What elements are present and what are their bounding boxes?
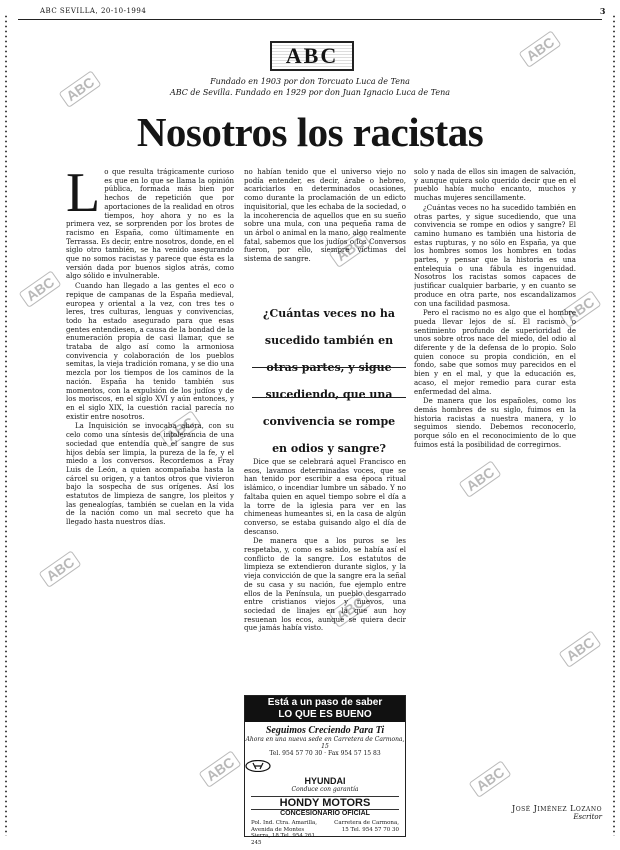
watermark: ABC — [158, 410, 201, 448]
watermark: ABC — [518, 30, 561, 68]
watermark: ABC — [468, 760, 511, 798]
watermark: ABC — [328, 230, 371, 268]
advertisement[interactable] — [244, 695, 406, 846]
paragraph: La Inquisición se invocaba ahora, con su celo como una síntesis de intolerancia de una sociedad que entendía que el sangre de sus hijos debía ser limpia, la pureza de la fe, y el miedo a los conversos. Recordemos a Fray Luis de León, a quien acompañaba hasta la cárcel su origen, y a tantos otros que vivieron bajo la sospecha de sus orígenes. Así los estatutos de limpieza de sangre, los pleitos y las genealogías, también se cuelan en la vida de la nación como un mal secreto que ha llegado hasta nuestros días. — [66, 422, 234, 527]
running-head-bar — [14, 6, 606, 18]
pull-quote: ¿Cuántas veces no ha sucedido también en otras partes, y sigue sucediendo, que una convivencia se rompe en odios y sangre? — [262, 307, 396, 455]
watermark: ABC — [458, 460, 501, 498]
hyundai-logo-icon — [245, 760, 271, 772]
article-headline: Nosotros los racistas — [136, 109, 484, 155]
ad-brand-2: HONDY MOTORS — [251, 796, 399, 810]
article-column-1 — [66, 168, 234, 835]
ad-slogan: Seguimos Creciendo Para Ti — [265, 725, 385, 736]
paragraph: o que resulta trágicamente curioso es que en lo que se llama la opinión pública, formada más bien por hechos de repetición que por aportaciones de la realidad en otros tiempos, hoy ahora y no es la primera vez, se sorprenden por los brotes de racismo en España, como últimamente en Terrassa. Es decir, entre nosotros, donde, en el siglo otro también, se ha venido asegurando que no somos racistas y parece que ésta es la versión dada por buenos siglos atrás, como algo sólido e invulnerable. — [66, 168, 234, 281]
masthead-logo: ABC — [270, 41, 354, 71]
page-number: 3 — [599, 6, 606, 16]
paragraph: Dice que se celebrará aquel Francisco en esos, lavamos determinadas voces, que se han tenido por escribir a esa época ritual islámico, o incendiar lumbre un sábado. Y no faltaba quien en aquel tiempo sobre el día a la torre de la iglesia para ver en las chimeneas humeantes si, en la casa de algún converso, se estaba guisando algo el día de descanso. — [244, 458, 406, 536]
ad-address-left: Pol. Ind. Ctra. Amarilla, Avenida de Montes Sierra, 18 Tel. 954 261 245 — [251, 820, 317, 846]
ad-brand-1: HYUNDAI — [304, 776, 346, 786]
ad-brand-1-sub: Conduce con garantía — [291, 786, 359, 793]
author-signature — [470, 804, 602, 821]
article-column-2-top — [244, 168, 406, 286]
quote-rule — [252, 367, 406, 368]
watermark: ABC — [558, 630, 601, 668]
running-head: ABC SEVILLA, 20-10-1994 — [40, 7, 147, 15]
watermark: ABC — [58, 70, 101, 108]
founder-line-1: Fundado en 1903 por don Torcuato Luca de Tena — [210, 77, 410, 86]
watermark: ABC — [328, 590, 371, 628]
paragraph: no habían tenido que el universo viejo no podía entender, es decir, árabe o hebreo, acariciarlos en determinados ocasiones, como durante la proclamación de un edicto inquisitorial, que les echaba de la sociedad, o la incoherencia de aquellos que en su sueño sobre una mula, con una pequeña rama de un árbol o animal en la mano, algo realmente fatal, sabemos que los judíos o los Conversos fueron, por ello, siempre víctimas del sistema de sangre. — [244, 168, 406, 264]
watermark: ABC — [38, 550, 81, 588]
article-column-3 — [414, 168, 576, 798]
author-name: José Jiménez Lozano — [511, 804, 602, 813]
paragraph: Pero el racismo no es algo que el hombre pueda llevar lejos de sí. El racismo o sentimiento profundo de superioridad de unos sobre otros nace del miedo, del odio al diferente y de la defensa de lo propio. Solo quien conoce su propia condición, en el fondo, sabe que somos muy parecidos en el bien y en el mal, y que la educación es, acaso, el mejor remedio para curar esta enfermedad del alma. — [414, 309, 576, 396]
paragraph: De manera que a los puros se les respetaba, y, como es sabido, se había así el conflicto de la sangre. Los estatutos de limpieza se extendieron durante siglos, y la vieja convicción de que la sangre era la señal de su casa y su nación, fue ejemplo entre ellos de la Península, un pueblo desgarrado entre cristianos viejos y nuevos, una sociedad de linajes en la que aun hoy resuenan los ecos, aunque se quiera decir que jamás había visto. — [244, 537, 406, 633]
ad-headline-bar — [245, 696, 405, 722]
quote-rule — [252, 397, 406, 398]
right-dotted-border — [612, 14, 616, 836]
paragraph: Cuando han llegado a las gentes el eco o repique de campanas de la España medieval, europea y oriental a la vez, con tres tes o leres, tres culturas, lenguas y convivencias, todo ha estado asegurado para que esas gentes entendiesen, a causa de la bondad de la enumeración propia de casi llamar, que se trataba de algo así como la armoniosa convivencia y colaboración de los pueblos semitas, la vieja tradición romana, y se dio una mezcla por los tiempos de los caminos de la nación. España ha tenido también sus momentos, con la expulsión de los judíos y de los moriscos, en el siglo XVI y aún entonces, y en el siglo XIX, la cuestión racial parecía no existir entre nosotros. — [66, 282, 234, 421]
paragraph: De manera que los españoles, como los demás hombres de su siglo, fuimos en la historia racistas a nuestra manera, y lo seguimos siendo. Debemos reconocerlo, porque sólo en el reconocimiento de lo que fuimos está la posibilidad de corregirnos. — [414, 397, 576, 449]
ad-line-1: Está a un paso de saber — [267, 697, 383, 708]
watermark: ABC — [558, 290, 601, 328]
ad-line-2: LO QUE ES BUENO — [278, 709, 372, 720]
drop-cap: L — [66, 168, 101, 224]
article-column-2-bottom — [244, 458, 406, 686]
ad-addresses — [251, 820, 399, 846]
watermark: ABC — [198, 750, 241, 788]
ad-brand-2-sub: CONCESIONARIO OFICIAL — [280, 810, 370, 817]
paragraph: ¿Cuántas veces no ha sucedido también en otras partes, y sigue sucediendo, que una convivencia se rompe en odios y sangre? El camino humano es también una historia de estas rupturas, y no sólo en España, ya que los hombres somos los hombres en todas partes, y pensar que la historia es una entelequia o una fábula es ingenuidad. Nosotros los racistas somos capaces de justificar cualquier barbarie, y en cuanto se produce en otra parte, nos escandalizamos con una facilidad pasmosa. — [414, 203, 576, 308]
watermark: ABC — [18, 270, 61, 308]
ad-tagline: Ahora en una nueva sede en Carretera de Carmona, 15 — [245, 736, 405, 750]
author-role: Escritor — [573, 813, 602, 821]
top-rule — [18, 19, 602, 20]
paragraph: solo y nada de ellos sin imagen de salvación, y aunque quiera solo querido decir que en el pueblo había mucho encanto, muchos y muchas mujeres sencillamente. — [414, 168, 576, 203]
ad-phones: Tel. 954 57 70 30 · Fax 954 57 15 83 — [269, 750, 381, 757]
left-dotted-border — [4, 14, 8, 836]
founder-line-2: ABC de Sevilla. Fundado en 1929 por don Juan Ignacio Luca de Tena — [169, 88, 451, 97]
ad-address-right: Carretera de Carmona, 15 Tel. 954 57 70 30 — [334, 820, 399, 833]
